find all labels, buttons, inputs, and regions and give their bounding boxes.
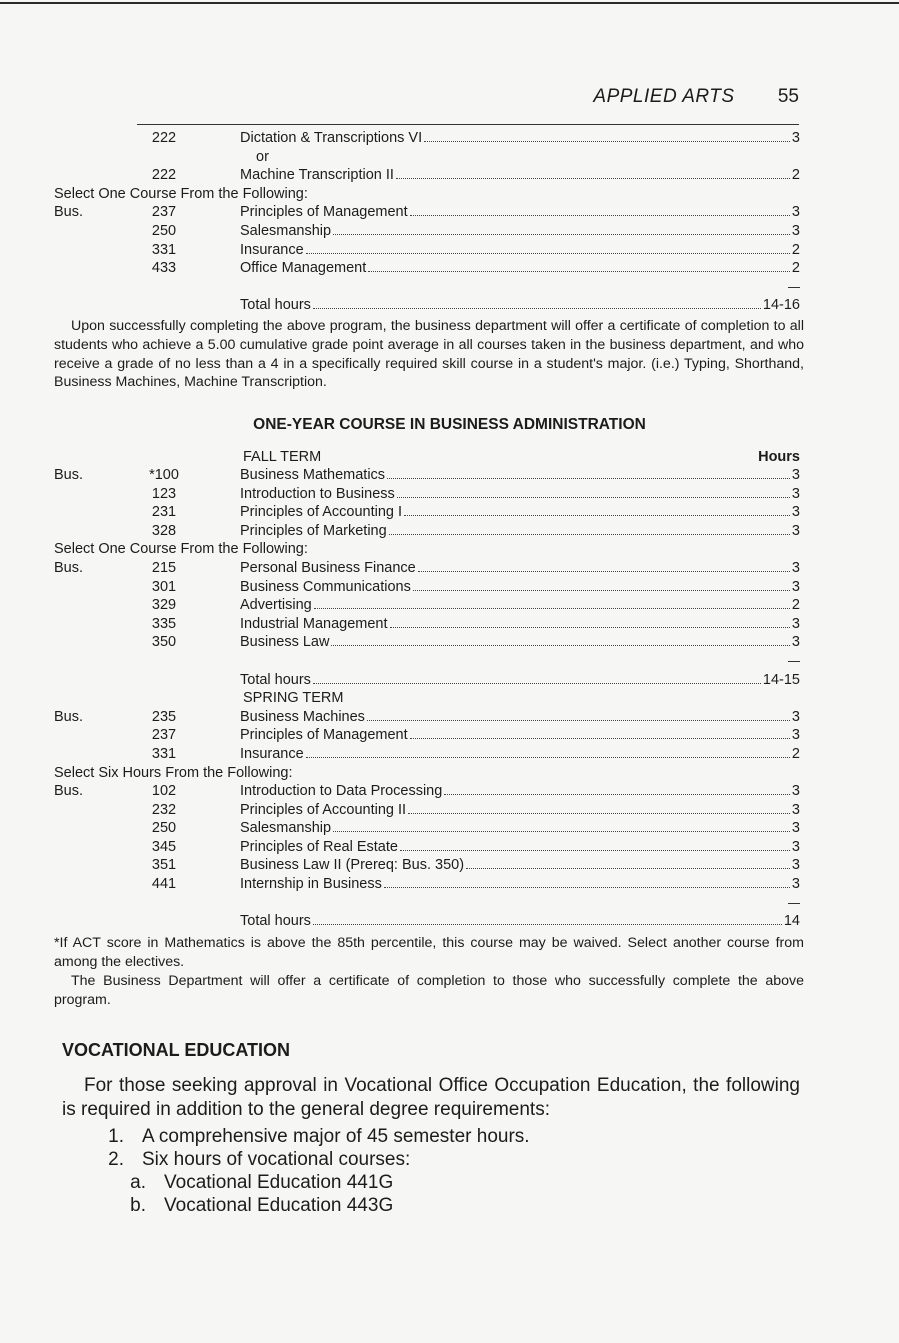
- course-title-line: [240, 296, 800, 315]
- course-row: [0, 596, 899, 615]
- course-title-line: [240, 222, 800, 241]
- course-number: *100: [149, 467, 179, 483]
- course-row: [0, 819, 899, 838]
- course-title-line: [240, 559, 800, 578]
- course-title-line: [240, 856, 800, 875]
- dot-leader: [313, 308, 761, 309]
- sum-dash: [788, 287, 800, 288]
- course-title-line: [240, 708, 800, 727]
- select-label-row: [0, 764, 899, 783]
- course-hours: 3: [791, 222, 800, 239]
- dot-leader: [384, 887, 790, 888]
- course-hours: 3: [791, 130, 800, 146]
- course-title-line: [240, 782, 800, 801]
- course-number: 350: [151, 634, 177, 651]
- dot-leader: [424, 141, 790, 142]
- list-marker: 1.: [108, 1126, 124, 1147]
- course-title: Industrial Management: [240, 615, 388, 632]
- total-hours-row: [0, 671, 899, 690]
- dot-leader: [466, 868, 790, 869]
- course-title-line: [240, 671, 800, 690]
- course-title-line: [240, 241, 800, 260]
- course-row: [0, 222, 899, 241]
- course-hours: 2: [791, 597, 800, 614]
- section-title: APPLIED ARTS: [593, 86, 735, 107]
- course-number: 329: [151, 597, 177, 614]
- course-number: 232: [151, 801, 177, 818]
- list-marker: b.: [130, 1195, 146, 1216]
- course-title: Salesmanship: [240, 820, 332, 837]
- course-hours: 3: [791, 876, 800, 893]
- list-marker: a.: [130, 1172, 146, 1193]
- course-title-line: [240, 726, 800, 745]
- course-title: Office Management: [240, 260, 367, 277]
- course-number: 335: [151, 615, 177, 632]
- course-title: Principles of Real Estate: [240, 838, 398, 855]
- course-title: Introduction to Data Processing: [240, 783, 443, 800]
- course-title: Salesmanship: [240, 222, 332, 239]
- certificate-paragraph: Upon successfully completing the above program, the business department will offer a certificate of completion to all students who achieve a 5.00 cumulative grade point average in all courses taken in the business department, and who receive a grade of no less than a 4 in a specifically required skill course in a student's major. (i.e.) Typing, Shorthand, Business Machines, Machine Transcription.: [54, 318, 804, 391]
- course-row: [0, 466, 899, 485]
- dot-leader: [397, 497, 790, 498]
- course-hours: 3: [791, 504, 800, 521]
- dot-leader: [418, 571, 790, 572]
- course-number: 237: [151, 727, 177, 744]
- course-row: [0, 166, 899, 185]
- select-label-row: [0, 540, 899, 559]
- dot-leader: [389, 534, 790, 535]
- term-label: SPRING TERM: [243, 690, 344, 707]
- course-title: Principles of Accounting I: [240, 504, 403, 521]
- dot-leader: [396, 178, 790, 179]
- list-text: Vocational Education 441G: [164, 1172, 394, 1193]
- course-number: 331: [151, 745, 177, 762]
- course-row: [0, 875, 899, 894]
- dot-leader: [400, 850, 790, 851]
- course-hours: 2: [791, 167, 800, 184]
- course-title-line: [240, 578, 800, 597]
- course-number: 301: [151, 578, 177, 595]
- course-title-line: [240, 801, 800, 820]
- select-label: Select One Course From the Following:: [54, 185, 308, 202]
- completion-paragraph: The Business Department will offer a certificate of completion to those who successfully complete the above program.: [54, 973, 804, 1008]
- course-number: 433: [151, 260, 177, 277]
- course-hours: 14: [783, 913, 800, 930]
- dot-leader: [404, 515, 790, 516]
- course-number: 250: [151, 820, 177, 837]
- course-hours: 3: [791, 634, 800, 651]
- course-title: Business Mathematics: [240, 467, 386, 483]
- course-title: Dictation & Transcriptions VI: [240, 130, 423, 146]
- course-hours: 3: [791, 467, 800, 483]
- course-row: [0, 633, 899, 652]
- course-list-one-year: [0, 466, 899, 931]
- course-row: [0, 522, 899, 541]
- fall-term-header-row: [0, 448, 899, 467]
- course-hours: 3: [791, 783, 800, 800]
- course-hours: 3: [791, 838, 800, 855]
- top-border: [0, 2, 899, 4]
- select-label: Select One Course From the Following:: [54, 541, 308, 558]
- dot-leader: [333, 234, 790, 235]
- course-dept: Bus.: [54, 559, 84, 576]
- course-hours: 3: [791, 204, 800, 221]
- or-text: or: [256, 148, 269, 165]
- select-label-row: [0, 185, 899, 204]
- course-number: 102: [151, 783, 177, 800]
- course-hours: 2: [791, 745, 800, 762]
- course-hours: 3: [791, 857, 800, 874]
- select-label: Select Six Hours From the Following:: [54, 764, 293, 781]
- course-row: [0, 782, 899, 801]
- course-number: 222: [151, 167, 177, 184]
- course-row: [0, 259, 899, 278]
- course-title: Total hours: [240, 913, 311, 930]
- course-title-line: [240, 485, 800, 504]
- header-rule: [137, 124, 799, 125]
- one-year-heading: ONE-YEAR COURSE IN BUSINESS ADMINISTRATION: [253, 416, 646, 433]
- vocational-heading: VOCATIONAL EDUCATION: [62, 1040, 290, 1060]
- course-title-line: [240, 503, 800, 522]
- course-title: Principles of Marketing: [240, 522, 387, 539]
- course-number: 123: [151, 485, 177, 502]
- course-row: [0, 838, 899, 857]
- course-hours: 3: [791, 708, 800, 725]
- course-hours: 14-16: [762, 297, 800, 314]
- course-title: Insurance: [240, 745, 304, 762]
- course-title-line: [240, 166, 800, 185]
- course-title: Total hours: [240, 297, 311, 314]
- course-title-line: [240, 522, 800, 541]
- course-row: [0, 559, 899, 578]
- list-text: Vocational Education 443G: [164, 1195, 394, 1216]
- course-title-line: [240, 838, 800, 857]
- course-title: Principles of Management: [240, 204, 408, 221]
- sum-dash-row: [0, 894, 899, 913]
- course-number: 328: [151, 522, 177, 539]
- course-title-line: [240, 129, 800, 148]
- course-number: 250: [151, 222, 177, 239]
- dot-leader: [368, 271, 790, 272]
- sum-dash-row: [0, 652, 899, 671]
- course-row: [0, 485, 899, 504]
- dot-leader: [314, 608, 790, 609]
- sum-dash: [788, 661, 800, 662]
- course-row: [0, 578, 899, 597]
- dot-leader: [410, 738, 790, 739]
- course-dept: Bus.: [54, 467, 84, 483]
- course-title-line: [240, 596, 800, 615]
- course-number: 222: [151, 130, 177, 146]
- sum-dash-row: [0, 278, 899, 297]
- dot-leader: [367, 720, 790, 721]
- course-number: 441: [151, 876, 177, 893]
- course-row: [0, 856, 899, 875]
- dot-leader: [413, 590, 790, 591]
- course-list-certificate: [0, 129, 899, 315]
- course-title: Advertising: [240, 597, 312, 614]
- course-hours: 2: [791, 260, 800, 277]
- course-row: [0, 726, 899, 745]
- course-dept: Bus.: [54, 783, 84, 800]
- course-number: 345: [151, 838, 177, 855]
- dot-leader: [408, 813, 790, 814]
- course-row: [0, 745, 899, 764]
- list-marker: 2.: [108, 1149, 124, 1170]
- course-row: [0, 203, 899, 222]
- dot-leader: [331, 645, 789, 646]
- course-title: Internship in Business: [240, 876, 382, 893]
- dot-leader: [333, 831, 790, 832]
- course-hours: 3: [791, 522, 800, 539]
- course-title: Principles of Accounting II: [240, 801, 407, 818]
- course-row: [0, 129, 899, 148]
- course-title: Business Communications: [240, 578, 411, 595]
- total-hours-row: [0, 912, 899, 931]
- course-title: Insurance: [240, 241, 304, 258]
- total-hours-row: [0, 296, 899, 315]
- sum-dash: [788, 903, 800, 904]
- course-hours: 3: [791, 559, 800, 576]
- course-hours: 3: [791, 485, 800, 502]
- course-title-line: [240, 912, 800, 931]
- course-title: Machine Transcription II: [240, 167, 394, 184]
- course-row: [0, 615, 899, 634]
- vocational-intro: For those seeking approval in Vocational Office Occupation Education, the following is required in addition to the general degree requirements:: [62, 1075, 800, 1120]
- course-number: 331: [151, 241, 177, 258]
- course-hours: 2: [791, 241, 800, 258]
- course-number: 215: [151, 559, 177, 576]
- fall-term-label: FALL TERM: [243, 449, 322, 465]
- course-title: Business Law: [240, 634, 330, 651]
- course-title: Principles of Management: [240, 727, 408, 744]
- course-title: Business Law II (Prereq: Bus. 350): [240, 857, 465, 874]
- dot-leader: [410, 215, 790, 216]
- hours-column-header: Hours: [758, 449, 800, 465]
- dot-leader: [306, 253, 790, 254]
- course-title: Total hours: [240, 671, 311, 688]
- course-row: [0, 503, 899, 522]
- course-title-line: [240, 819, 800, 838]
- course-title-line: [240, 615, 800, 634]
- course-row: [0, 708, 899, 727]
- course-hours: 3: [791, 801, 800, 818]
- dot-leader: [306, 757, 790, 758]
- term-row: [0, 689, 899, 708]
- list-text: A comprehensive major of 45 semester hours.: [142, 1126, 530, 1147]
- footnote-paragraph: *If ACT score in Mathematics is above the 85th percentile, this course may be waived. Select another course from among the electives.: [54, 935, 804, 970]
- course-number: 231: [151, 504, 177, 521]
- page-header: [593, 86, 799, 108]
- page-number: 55: [777, 86, 799, 107]
- course-hours: 3: [791, 820, 800, 837]
- course-title-line: [240, 203, 800, 222]
- dot-leader: [313, 924, 782, 925]
- course-title: Personal Business Finance: [240, 559, 416, 576]
- course-title-line: [240, 875, 800, 894]
- dot-leader: [390, 627, 790, 628]
- course-title-line: [240, 633, 800, 652]
- course-number: 235: [151, 708, 177, 725]
- dot-leader: [387, 478, 790, 479]
- course-title-line: [240, 745, 800, 764]
- list-text: Six hours of vocational courses:: [142, 1149, 411, 1170]
- course-dept: Bus.: [54, 708, 84, 725]
- course-hours: 3: [791, 578, 800, 595]
- course-title-line: [240, 466, 800, 485]
- course-row: [0, 801, 899, 820]
- course-dept: Bus.: [54, 204, 84, 221]
- course-hours: 3: [791, 615, 800, 632]
- course-hours: 3: [791, 727, 800, 744]
- course-number: 351: [151, 857, 177, 874]
- course-title: Business Machines: [240, 708, 365, 725]
- dot-leader: [444, 794, 790, 795]
- course-title: Introduction to Business: [240, 485, 395, 502]
- course-hours: 14-15: [762, 671, 800, 688]
- dot-leader: [313, 683, 761, 684]
- course-row: [0, 241, 899, 260]
- course-title-line: [240, 259, 800, 278]
- or-row: [0, 148, 899, 167]
- course-number: 237: [151, 204, 177, 221]
